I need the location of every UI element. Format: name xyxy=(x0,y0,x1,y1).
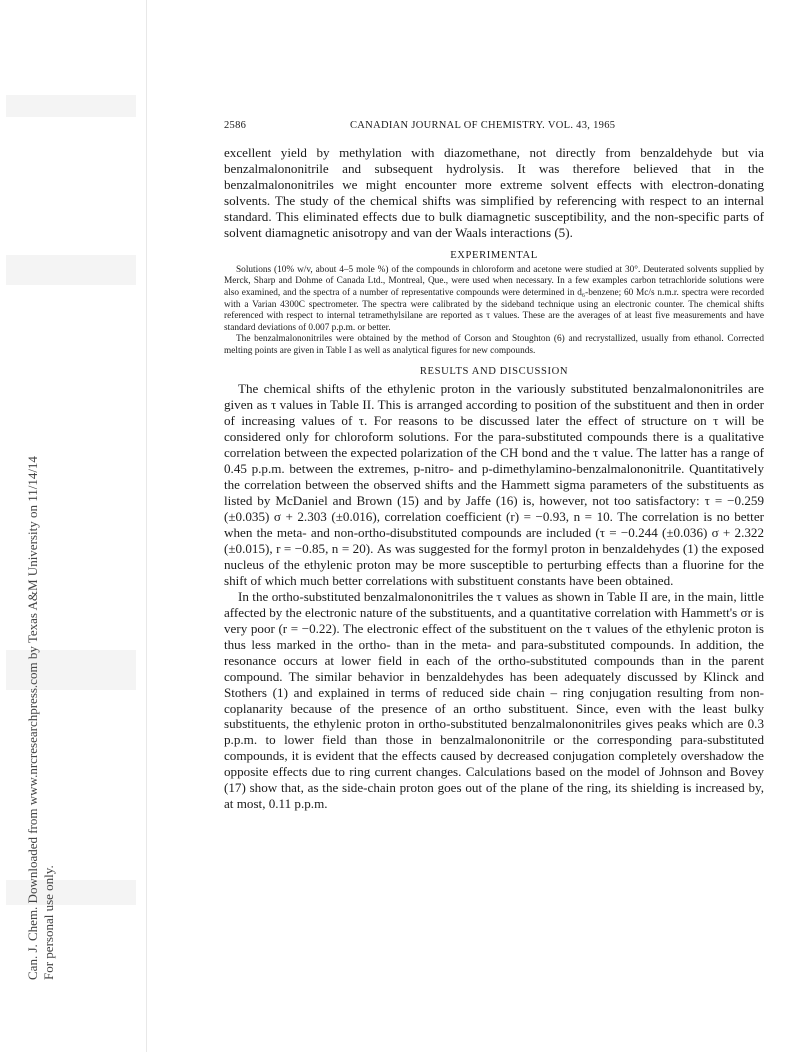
scan-smudge xyxy=(6,95,136,117)
results-paragraph: The chemical shifts of the ethylenic proton in the variously substituted benzalmalononitriles are given as τ values in Table II. This is arranged according to position of the substituent and then in order of increasing values of τ. For reasons to be discussed later the effect of structure on τ will be considered only for chloroform solutions. For the para-substituted compounds there is a qualitative correlation between the expected polarization of the CH bond and the τ value. The latter has a range of 0.45 p.p.m. between the extremes, p-nitro- and p-dimethylamino-benzalmalononitrile. Quantitatively the correlation between the observed shifts and the Hammett sigma parameters of the substituents as listed by McDaniel and Brown (15) and by Jaffe (16) is, however, not too satisfactory: τ = −0.259 (±0.035) σ + 2.303 (±0.016), correlation coefficient (r) = −0.93, n = 10. The correlation is no better when the meta- and non-ortho-disubstituted compounds are included (τ = −0.244 (±0.036) σ + 2.322 (±0.015), r = −0.85, n = 20). As was suggested for the formyl proton in benzaldehydes (1) the exposed nucleus of the ethylenic proton may be more susceptible to perturbing effects than a fluorine for the shift of which much better correlations with substituent constants have been obtained. xyxy=(224,381,764,588)
intro-paragraph: excellent yield by methylation with diazomethane, not directly from benzaldehyde but via benzalmalononitrile and subsequent hydrolysis. It was therefore believed that in the benzalmalononitriles we might encounter more extreme solvent effects with electron-donating solvents. The study of the chemical shifts was simplified by referencing with respect to an internal standard. This eliminated effects due to bulk diamagnetic susceptibility, and the non-specific parts of solvent diamagnetic anisotropy and van der Waals interactions (5). xyxy=(224,145,764,240)
download-notice xyxy=(25,456,57,980)
scan-gutter-line xyxy=(146,0,147,1052)
download-notice-line-2: For personal use only. xyxy=(41,865,56,980)
journal-title: CANADIAN JOURNAL OF CHEMISTRY. VOL. 43, 1965 xyxy=(350,120,616,131)
scan-smudge xyxy=(6,255,136,285)
page-number: 2586 xyxy=(224,120,247,131)
experimental-heading: EXPERIMENTAL xyxy=(450,249,538,261)
results-paragraph: In the ortho-substituted benzalmalononitriles the τ values as shown in Table II are, in the main, little affected by the electronic nature of the substituents, and a quantitative correlation with Hammett's σr is very poor (r = −0.22). The electronic effect of the substituent on the τ values of the ethylenic proton is thus less marked in the ortho- than in the meta- and para-substituted compounds. In addition, the resonance occurs at lower field in each of the ortho-substituted compounds than in the parent compound. The similar behavior in benzaldehydes has been adequately discussed by Klinck and Stothers (1) and explained in terms of reduced side chain – ring conjugation resulting from non-coplanarity because of the presence of an ortho substituent. Since, even with the least bulky substituents, the ethylenic proton in ortho-substituted benzalmalononitriles gives peaks which are 0.3 p.p.m. to lower field than those in benzalmalononitrile or the corresponding para-substituted compounds, it is evident that the effects caused by decreased conjugation completely overshadow the opposite effects due to ring current changes. Calculations based on the model of Johnson and Bovey (17) show that, as the side-chain proton goes out of the plane of the ring, its shielding is increased by, at most, 0.11 p.p.m. xyxy=(224,588,764,812)
article-body xyxy=(224,145,764,812)
download-notice-line-1: Can. J. Chem. Downloaded from www.nrcresearchpress.com by Texas A&M University on 11/14/14 xyxy=(25,456,40,980)
experimental-paragraph: Solutions (10% w/v, about 4–5 mole %) of the compounds in chloroform and acetone were studied at 30°. Deuterated solvents supplied by Merck, Sharp and Dohme of Canada Ltd., Montreal, Que., were used when necessary. In a few examples carbon tetrachloride solutions were also examined, and the spectra of a number of representative compounds were determined in d₆-benzene; 60 Mc/s n.m.r. spectra were recorded with a Varian 4300C spectrometer. The spectra were calibrated by the sideband technique using an electronic counter. The chemical shifts referenced with respect to internal tetramethylsilane are reported as τ values. These are the averages of at least five measurements and have standard deviations of 0.007 p.p.m. or better. xyxy=(224,264,764,333)
experimental-paragraph: The benzalmalononitriles were obtained by the method of Corson and Stoughton (6) and recrystallized, usually from ethanol. Corrected melting points are given in Table I as well as analytical figures for new compounds. xyxy=(224,334,764,356)
results-heading: RESULTS AND DISCUSSION xyxy=(419,366,569,378)
running-header xyxy=(224,120,764,134)
